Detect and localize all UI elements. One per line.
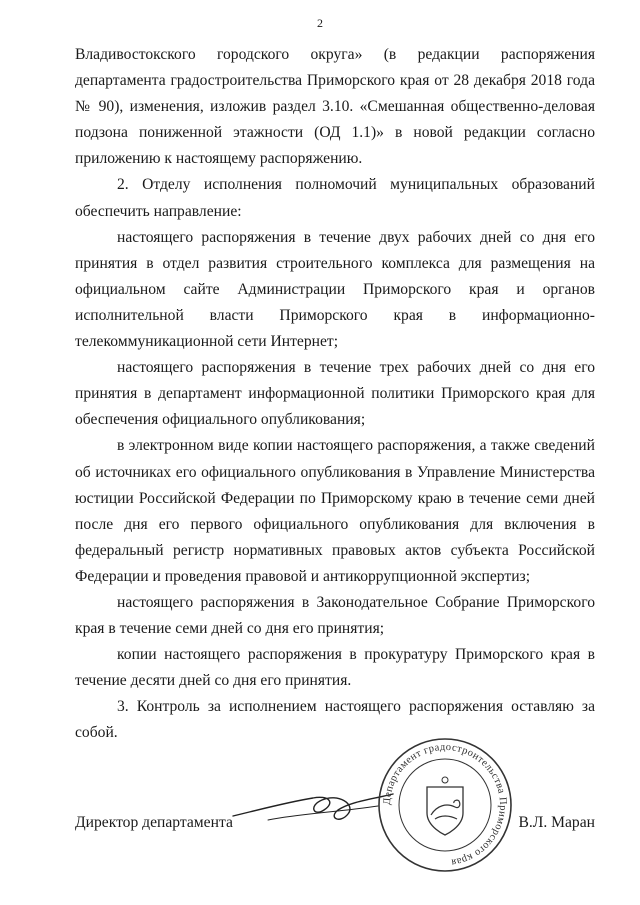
paragraph-item-3: 3. Контроль за исполнением настоящего распоряжения оставляю за собой. [75,698,595,742]
official-seal-icon [375,735,515,875]
signer-title: Директор департамента [75,814,233,831]
paragraph-send-prosecutor: копии настоящего распоряжения в прокуратуру Приморского края в течение десяти дней со дня его принятия. [75,646,595,690]
paragraph-send-assembly: настоящего распоряжения в Законодательное Собрание Приморского края в течение семи дней со дня его принятия; [75,593,595,638]
signer-name: В.Л. Маран [518,814,595,831]
signature-block [75,810,595,836]
page-number: 2 [317,16,323,30]
paragraph-send-publication: настоящего распоряжения в течение трех рабочих дней со дня его принятия в департамент информационной политики Приморского края для обеспечения официального опубликования; [75,359,595,429]
paragraph-send-website: настоящего распоряжения в течение двух рабочих дней со дня его принятия в отдел развития строительного комплекса для размещения на официальном сайте Администрации Приморского края и органов исполнительной власти Приморского края в информационно-телекоммуникационной сети Интернет; [75,228,595,351]
paragraph-item-2: 2. Отделу исполнения полномочий муниципальных образований обеспечить направление: [75,176,595,220]
paragraph-amendment: Владивостокского городского округа» (в редакции распоряжения департамента градостроительства Приморского края от 28 декабря 2018 года № 90), изменения, изложив раздел 3.10. «Смешанная общественно-деловая подзона пониженной этажности (ОД 1.1)» в новой редакции согласно приложению к настоящему распоряжению. [75,46,595,168]
seal-text: Департамент градостроительства Приморского края [381,741,509,868]
document-body [75,42,595,747]
paragraph-send-ministry: в электронном виде копии настоящего распоряжения, а также сведений об источниках его официального опубликования в Управление Министерства юстиции Российской Федерации по Приморскому краю в течение семи дней после дня его первого официального опубликования для включения в федеральный регистр нормативных правовых актов субъекта Российской Федерации и проведения правовой и антикоррупционной экспертиз; [75,437,595,585]
